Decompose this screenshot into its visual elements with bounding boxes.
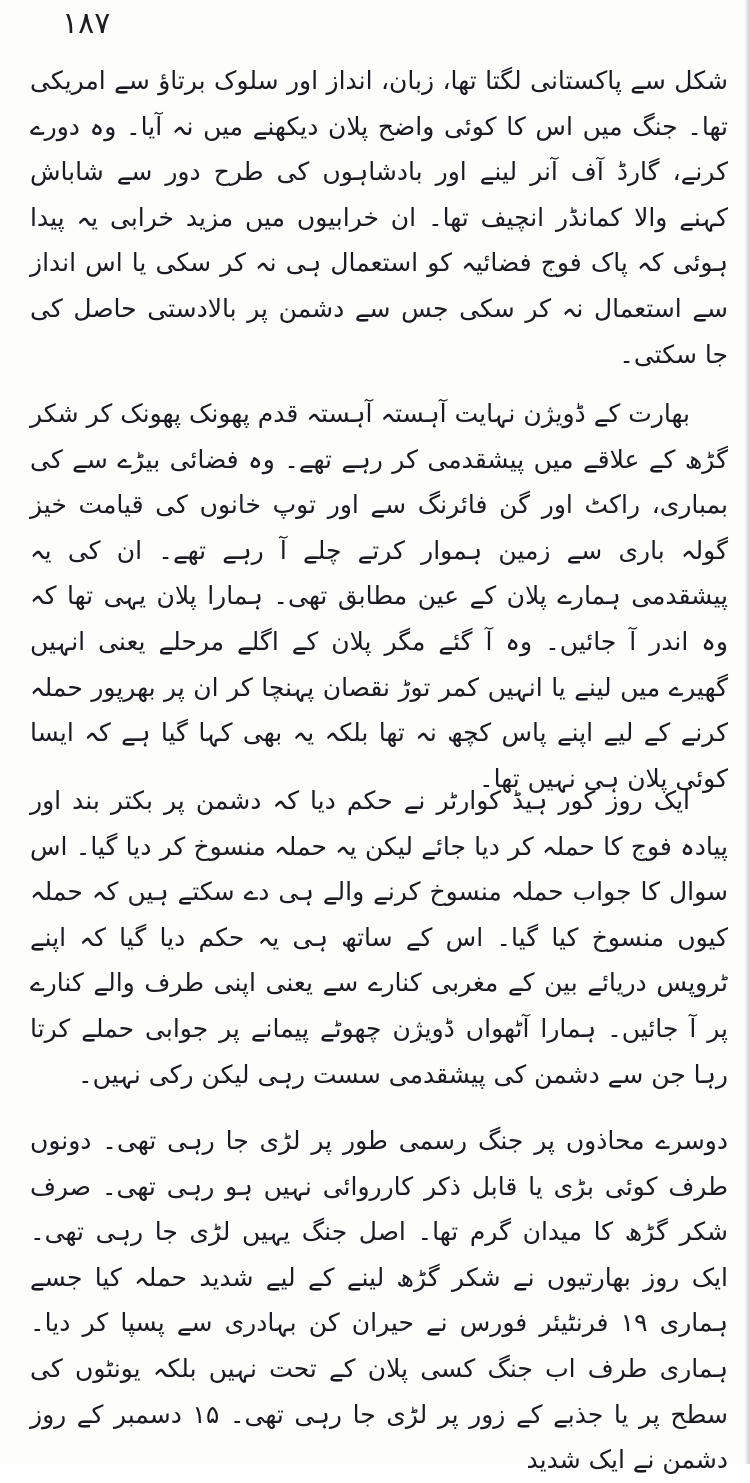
page-body-text — [30, 58, 728, 1475]
page-number: ۱۸۷ — [62, 6, 111, 41]
paragraph-2: بھارت کے ڈویژن نہایت آہستہ آہستہ قدم پھونک پھونک کر شکر گڑھ کے علاقے میں پیشقدمی کر رہے تھے۔ وہ فضائی بیڑے سے کی بمباری، راکٹ اور گن فائرنگ سے اور توپ خانوں کی قیامت خیز گولہ باری سے زمین ہموار کرتے چلے آ رہے تھے۔ ان کی یہ پیشقدمی ہمارے پلان کے عین مطابق تھی۔ ہمارا پلان یہی تھا کہ وہ اندر آ جائیں۔ وہ آ گئے مگر پلان کے اگلے مرحلے یعنی انہیں گھیرے میں لینے یا انہیں کمر توڑ نقصان پہنچا کر ان پر بھرپور حملہ کرنے کے لیے اپنے پاس کچھ نہ تھا بلکہ یہ بھی کہا گیا ہے کہ ایسا کوئی پلان ہی نہیں تھا۔ — [30, 399, 728, 793]
paragraph-4: دوسرے محاذوں پر جنگ رسمی طور پر لڑی جا رہی تھی۔ دونوں طرف کوئی بڑی یا قابل ذکر کارروائی نہیں ہو رہی تھی۔ صرف شکر گڑھ کا میدان گرم تھا۔ اصل جنگ یہیں لڑی جا رہی تھی۔ ایک روز بھارتیوں نے شکر گڑھ لینے کے لیے شدید حملہ کیا جسے ہماری ۱۹ فرنٹیئر فورس نے حیران کن بہادری سے پسپا کر دیا۔ ہماری طرف اب جنگ کسی پلان کے تحت نہیں بلکہ یونٹوں کی سطح پر یا جذبے کے زور پر لڑی جا رہی تھی۔ ۱۵ دسمبر کے روز دشمن نے ایک شدید — [30, 1126, 728, 1475]
paragraph-1: شکل سے پاکستانی لگتا تھا، زبان، انداز اور سلوک برتاؤ سے امریکی تھا۔ جنگ میں اس کا کوئی واضح پلان دیکھنے میں نہ آیا۔ وہ دورے کرنے، گارڈ آف آنر لینے اور بادشاہوں کی طرح دور سے شاباش کہنے والا کمانڈر انچیف تھا۔ ان خرابیوں میں مزید خرابی یہ پیدا ہوئی کہ پاک فوج فضائیہ کو استعمال ہی نہ کر سکی یا اس انداز سے استعمال نہ کر سکی جس سے دشمن پر بالادستی حاصل کی جا سکتی۔ — [30, 66, 728, 369]
page-edge-shadow — [744, 0, 750, 1464]
paragraph-3: ایک روز کور ہیڈ کوارٹر نے حکم دیا کہ دشمن پر بکتر بند اور پیادہ فوج کا حملہ کر دیا جائے لیکن یہ حملہ منسوخ کر دیا گیا۔ اس سوال کا جواب حملہ منسوخ کرنے والے ہی دے سکتے ہیں کہ حملہ کیوں منسوخ کیا گیا۔ اس کے ساتھ ہی یہ حکم دیا گیا کہ اپنے ٹروپس دریائے بین کے مغربی کنارے سے یعنی اپنی طرف والے کنارے پر آ جائیں۔ ہمارا آٹھواں ڈویژن چھوٹے پیمانے پر جوابی حملے کرتا رہا جن سے دشمن کی پیشقدمی سست رہی لیکن رکی نہیں۔ — [30, 786, 728, 1089]
